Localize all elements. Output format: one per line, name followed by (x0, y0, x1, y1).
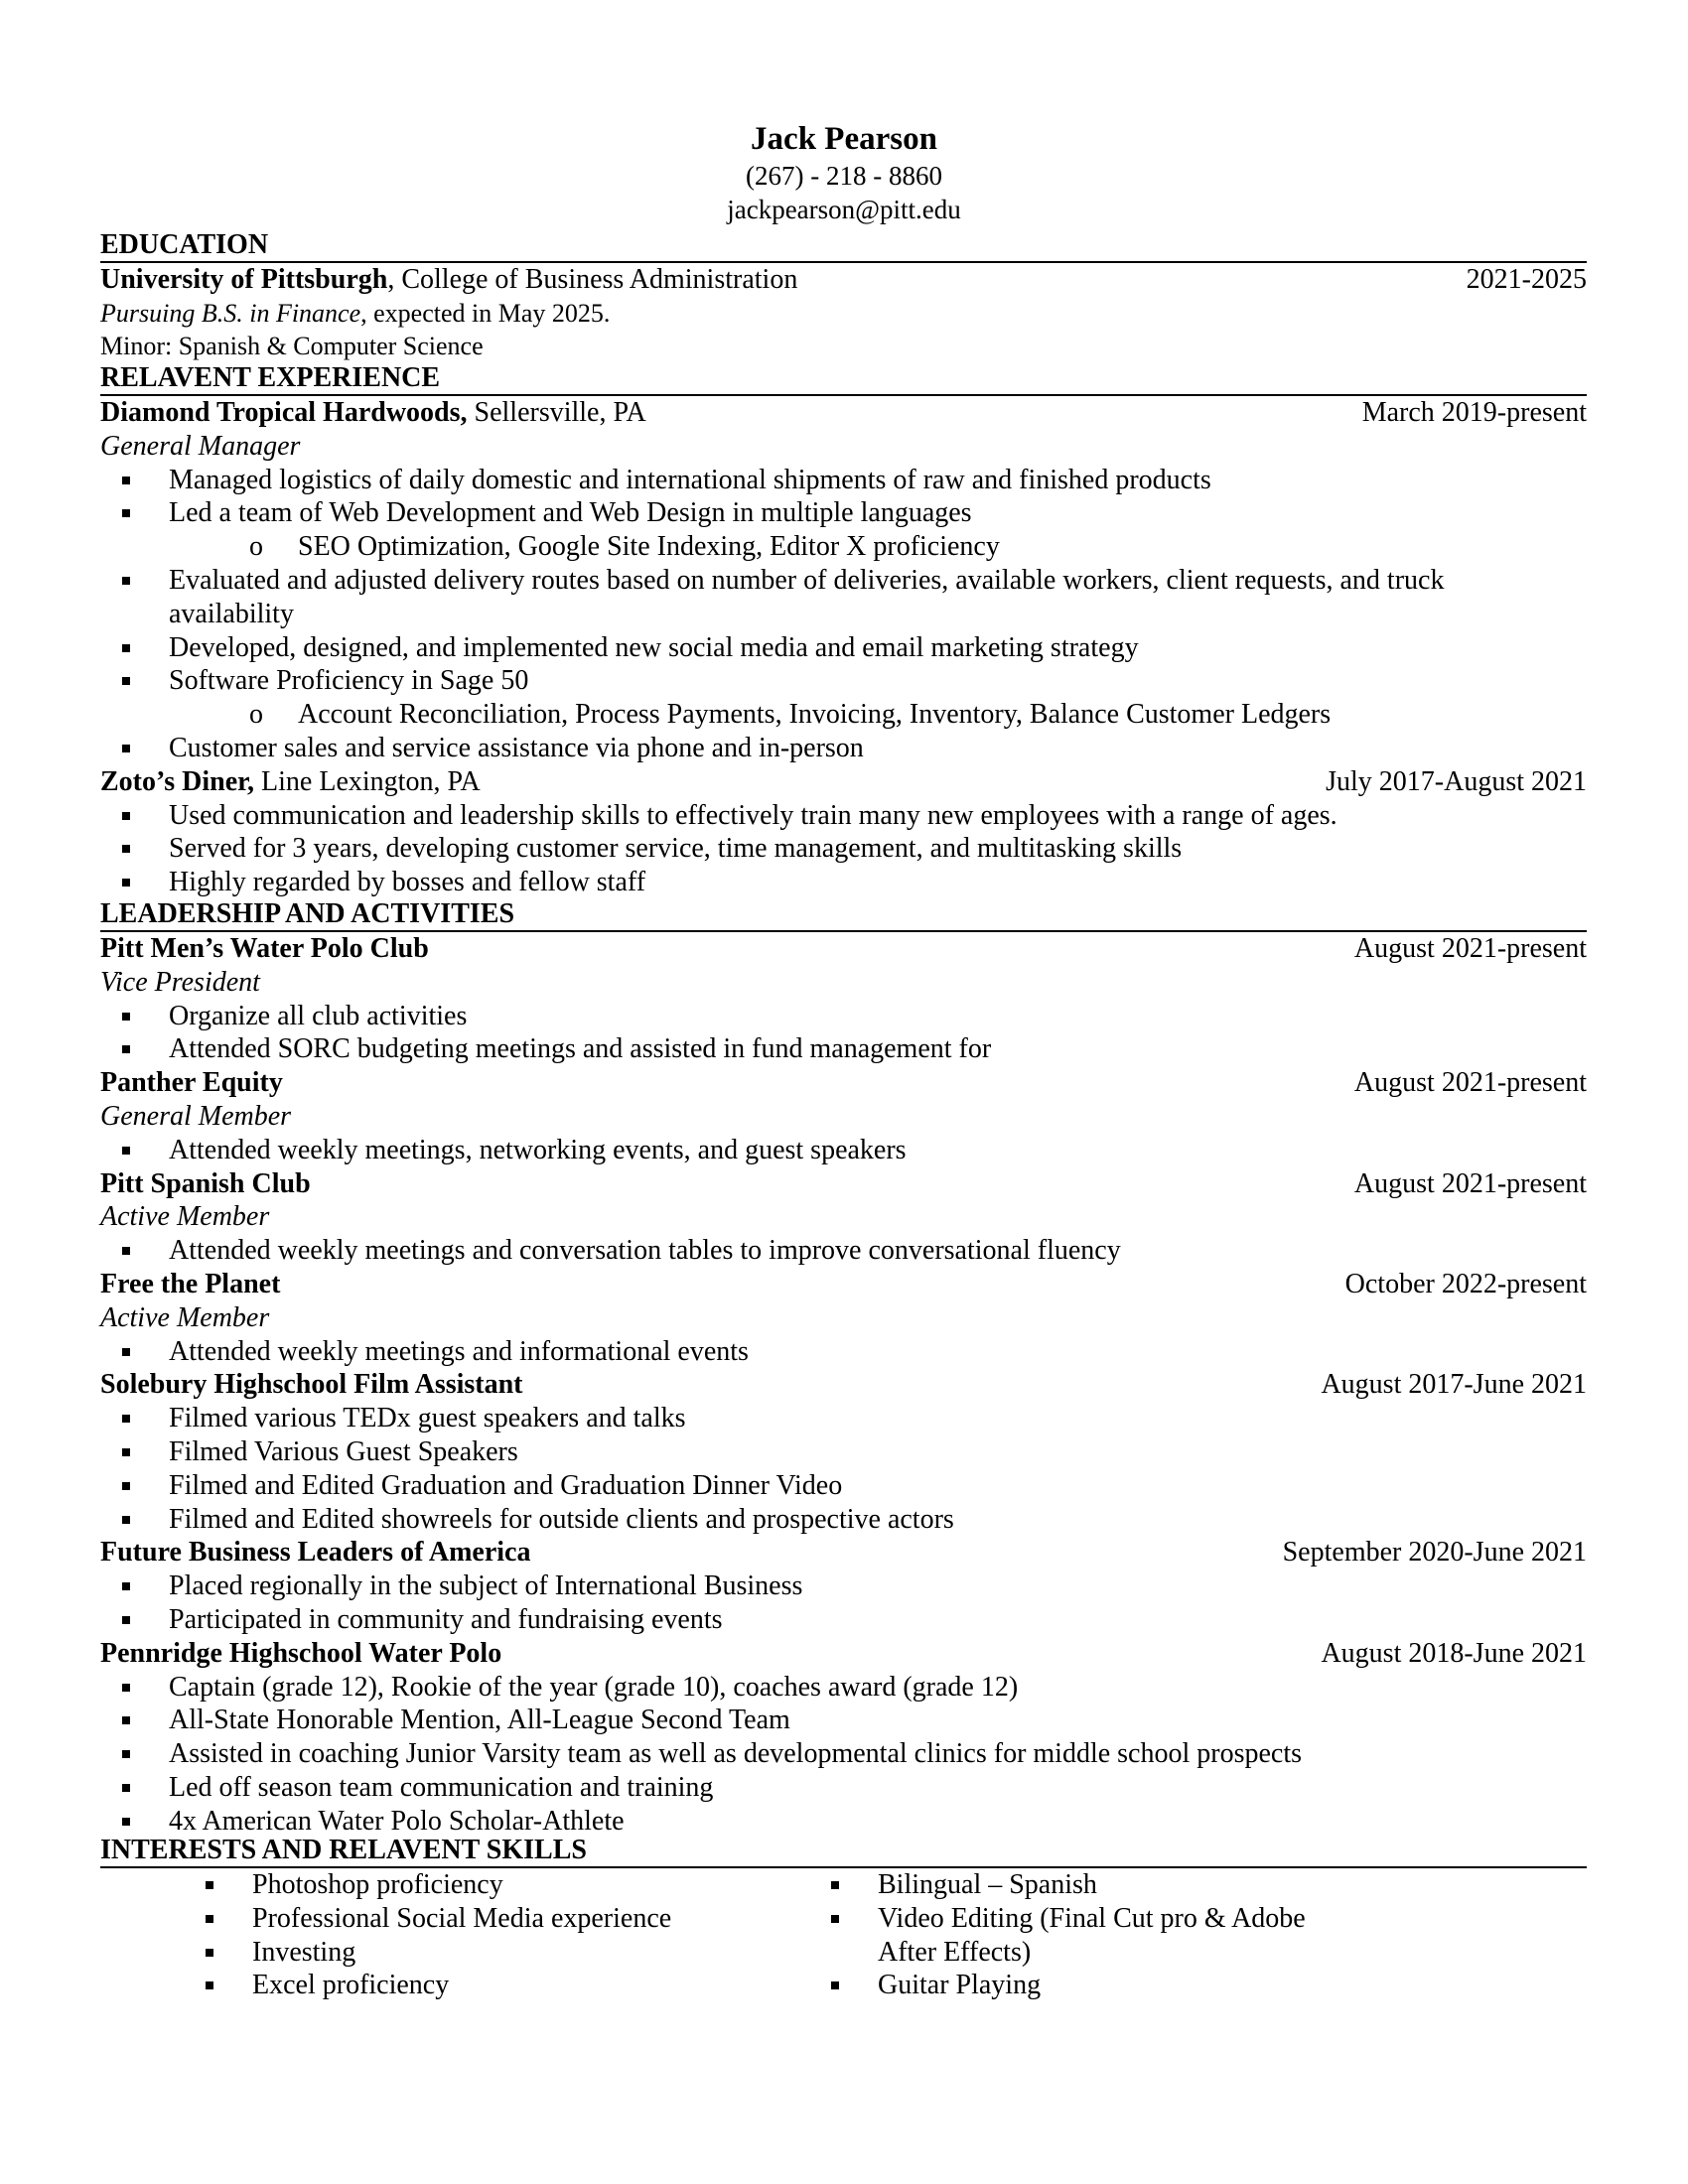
list-item: Attended SORC budgeting meetings and assisted in fund management for (100, 1032, 1587, 1066)
list-item: Evaluated and adjusted delivery routes based on number of deliveries, available workers, client requests, and truck availability (100, 564, 1587, 631)
activity-dates: August 2021-present (1353, 933, 1587, 964)
skill-item: Guitar Playing (810, 1969, 1366, 2002)
job-header (100, 396, 1587, 430)
activity-role: Active Member (100, 1201, 270, 1233)
list-item: Filmed various TEDx guest speakers and talks (100, 1402, 1587, 1435)
list-item: Developed, designed, and implemented new social media and email marketing strategy (100, 631, 1587, 665)
activity-role: General Member (100, 1100, 292, 1132)
resume-header (0, 119, 1688, 226)
list-item: Software Proficiency in Sage 50 (100, 664, 1587, 698)
education-entry (100, 263, 1587, 297)
degree-line (100, 297, 1587, 330)
list-item: Filmed and Edited Graduation and Graduation Dinner Video (100, 1469, 1587, 1503)
sub-list-item: o Account Reconciliation, Process Payments, Invoicing, Inventory, Balance Customer Ledgers (100, 698, 1587, 732)
list-item: Attended weekly meetings and conversation tables to improve conversational fluency (100, 1234, 1587, 1268)
activity-dates: August 2021-present (1353, 1067, 1587, 1099)
activity-org: Free the Planet (100, 1268, 281, 1299)
email-address: jackpearson@pitt.edu (727, 195, 961, 224)
education-section (100, 228, 1587, 362)
minor-line: Minor: Spanish & Computer Science (100, 331, 484, 360)
activity-org: Pitt Men’s Water Polo Club (100, 933, 429, 964)
leadership-section (100, 897, 1587, 1839)
skills-right-list (810, 1868, 1366, 2002)
activity-bullets (100, 1402, 1587, 1536)
activity-bullets (100, 1570, 1587, 1637)
job-bullets (100, 464, 1587, 765)
activity-bullets (100, 1671, 1587, 1839)
activity-bullets (100, 1335, 1587, 1369)
skills-left-list (100, 1868, 810, 2002)
list-item: Served for 3 years, developing customer service, time management, and multitasking skills (100, 832, 1587, 866)
skill-item: Photoshop proficiency (100, 1868, 810, 1902)
activity-dates: September 2020-June 2021 (1282, 1537, 1587, 1569)
section-title-skills: INTERESTS AND RELAVENT SKILLS (100, 1834, 1587, 1868)
education-dates: 2021-2025 (1466, 264, 1587, 295)
activity-role: Active Member (100, 1301, 270, 1333)
activity-header (100, 1536, 1587, 1570)
list-item: Assisted in coaching Junior Varsity team as well as developmental clinics for middle school prospects (100, 1737, 1587, 1771)
job-location: Sellersville, PA (467, 397, 646, 428)
list-item: Filmed Various Guest Speakers (100, 1435, 1587, 1469)
list-item: Led off season team communication and training (100, 1771, 1587, 1805)
activity-bullets (100, 1134, 1587, 1167)
skill-item: Video Editing (Final Cut pro & Adobe After Effects) (810, 1902, 1366, 1970)
skill-item: Bilingual – Spanish (810, 1868, 1366, 1902)
skill-item: Professional Social Media experience (100, 1902, 810, 1936)
activity-org: Solebury Highschool Film Assistant (100, 1369, 523, 1401)
list-item: Organize all club activities (100, 1000, 1587, 1033)
list-item: All-State Honorable Mention, All-League Second Team (100, 1704, 1587, 1737)
list-item: Customer sales and service assistance via phone and in-person (100, 732, 1587, 765)
list-item: Highly regarded by bosses and fellow staff (100, 866, 1587, 899)
skill-item: Excel proficiency (100, 1969, 810, 2002)
activity-dates: August 2021-present (1353, 1167, 1587, 1199)
job-dates: July 2017-August 2021 (1326, 765, 1587, 797)
school-college: , College of Business Administration (387, 264, 798, 295)
activity-header (100, 1368, 1587, 1402)
job-org: Diamond Tropical Hardwoods, (100, 397, 468, 428)
skills-section (100, 1834, 1587, 2002)
activity-org: Future Business Leaders of America (100, 1537, 531, 1569)
activity-header (100, 1637, 1587, 1671)
school-name: University of Pittsburgh (100, 264, 388, 295)
degree-expected: , expected in May 2025. (360, 298, 611, 328)
sub-list-item: o SEO Optimization, Google Site Indexing, Editor X proficiency (100, 530, 1587, 564)
skills-columns (100, 1868, 1587, 2002)
list-item: Used communication and leadership skills to effectively train many new employees with a range of ages. (100, 799, 1587, 833)
activity-header (100, 1268, 1587, 1301)
list-item: Led a team of Web Development and Web Design in multiple languages (100, 496, 1587, 530)
job-role: General Manager (100, 430, 301, 462)
job-header (100, 765, 1587, 799)
section-title-experience: RELAVENT EXPERIENCE (100, 361, 1587, 396)
list-item: 4x American Water Polo Scholar-Athlete (100, 1805, 1587, 1839)
activity-org: Pennridge Highschool Water Polo (100, 1637, 502, 1669)
experience-section (100, 361, 1587, 899)
list-item: Captain (grade 12), Rookie of the year (grade 10), coaches award (grade 12) (100, 1671, 1587, 1705)
activity-role: Vice President (100, 966, 260, 998)
activity-header (100, 932, 1587, 966)
list-item: Filmed and Edited showreels for outside clients and prospective actors (100, 1503, 1587, 1537)
job-dates: March 2019-present (1361, 397, 1587, 428)
section-title-education: EDUCATION (100, 228, 1587, 263)
list-item: Managed logistics of daily domestic and international shipments of raw and finished products (100, 464, 1587, 497)
degree-title: Pursuing B.S. in Finance (100, 298, 361, 328)
list-item: Attended weekly meetings, networking events, and guest speakers (100, 1134, 1587, 1167)
section-title-leadership: LEADERSHIP AND ACTIVITIES (100, 897, 1587, 932)
list-item: Attended weekly meetings and informational events (100, 1335, 1587, 1369)
job-location: Line Lexington, PA (254, 765, 481, 797)
list-item: Placed regionally in the subject of International Business (100, 1570, 1587, 1603)
activity-bullets (100, 1234, 1587, 1268)
activity-header (100, 1167, 1587, 1201)
activity-dates: August 2018-June 2021 (1321, 1637, 1587, 1669)
activity-bullets (100, 1000, 1587, 1067)
phone-number: (267) - 218 - 8860 (746, 161, 942, 191)
skill-item: Investing (100, 1936, 810, 1970)
activity-header (100, 1066, 1587, 1100)
candidate-name: Jack Pearson (751, 121, 937, 157)
job-org: Zoto’s Diner, (100, 765, 255, 797)
activity-dates: October 2022-present (1344, 1268, 1587, 1299)
activity-dates: August 2017-June 2021 (1321, 1369, 1587, 1401)
job-bullets (100, 799, 1587, 899)
list-item: Participated in community and fundraising events (100, 1603, 1587, 1637)
activity-org: Panther Equity (100, 1067, 283, 1099)
activity-org: Pitt Spanish Club (100, 1167, 311, 1199)
